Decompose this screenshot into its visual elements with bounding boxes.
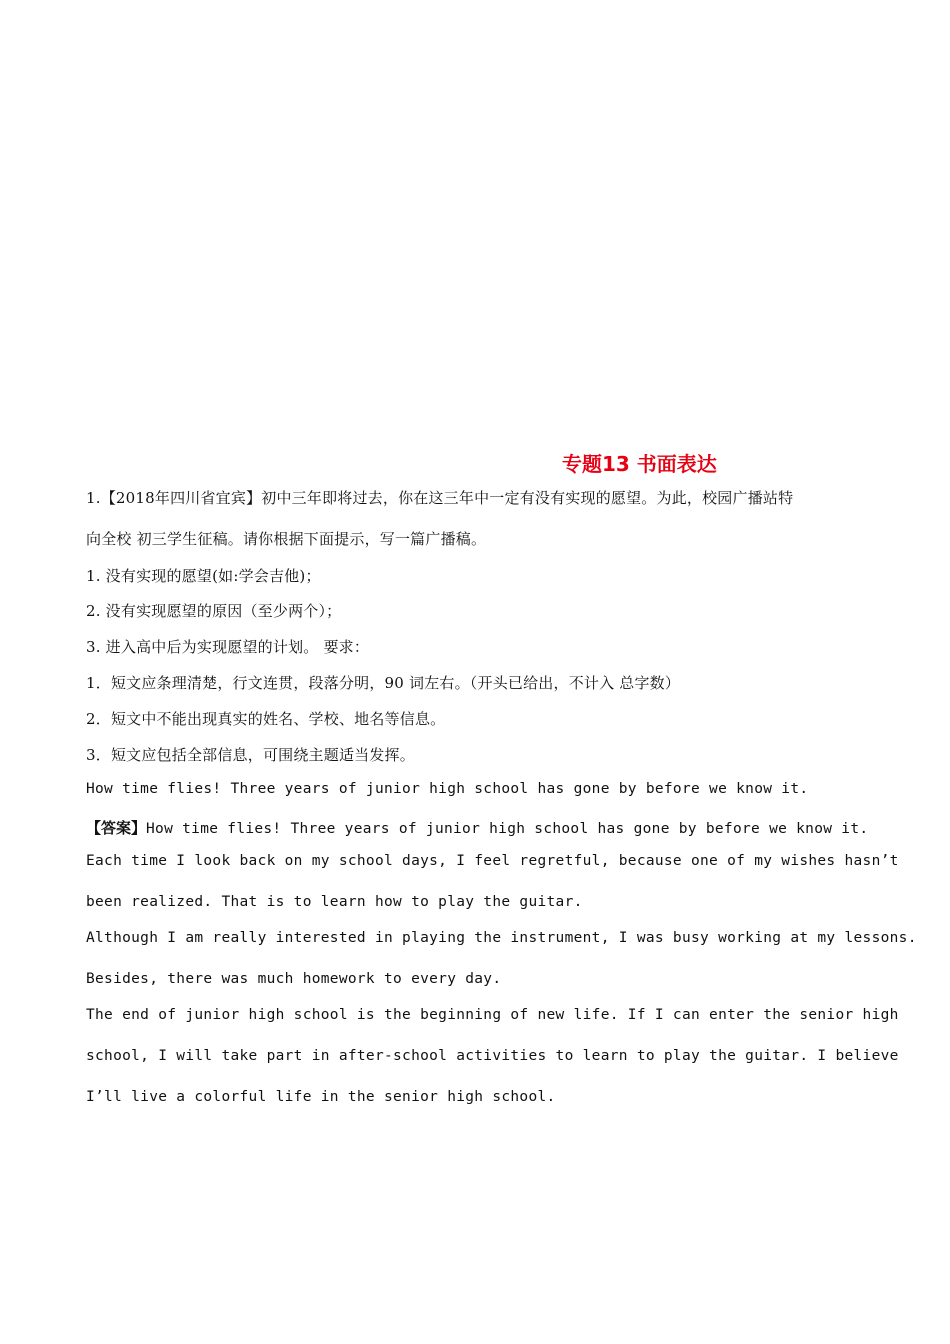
hint-3: 3. 进入高中后为实现愿望的计划。 要求：	[86, 638, 370, 656]
answer-first-line	[86, 817, 868, 838]
answer-label: 【答案】	[86, 819, 147, 837]
page-title: 专题13 书面表达	[562, 452, 717, 476]
answer-line: been realized. That is to learn how to play the guitar.	[86, 894, 583, 910]
answer-line: I’ll live a colorful life in the senior high school.	[86, 1089, 556, 1105]
requirement-1: 1．短文应条理清楚，行文连贯，段落分明，90 词左右。（开头已给出，不计入 总字数）	[86, 674, 681, 692]
question-line-2: 向全校 初三学生征稿。请你根据下面提示，写一篇广播稿。	[86, 530, 487, 548]
answer-line: Although I am really interested in playing the instrument, I was busy working at my lessons.	[86, 930, 917, 946]
answer-line: school, I will take part in after-school activities to learn to play the guitar. I believe	[86, 1048, 899, 1064]
answer-line: Each time I look back on my school days, I feel regretful, because one of my wishes hasn’t	[86, 853, 899, 869]
hint-1: 1. 没有实现的愿望(如:学会吉他)；	[86, 567, 321, 585]
answer-first-text: How time flies! Three years of junior high school has gone by before we know it.	[146, 821, 869, 837]
question-line-1: 1.【2018年四川省宜宾】初中三年即将过去，你在这三年中一定有没有实现的愿望。为此，校园广播站特	[86, 489, 794, 507]
requirement-2: 2．短文中不能出现真实的姓名、学校、地名等信息。	[86, 710, 446, 728]
answer-line: Besides, there was much homework to every day.	[86, 971, 502, 987]
answer-line: The end of junior high school is the beginning of new life. If I can enter the senior high	[86, 1007, 899, 1023]
hint-2: 2. 没有实现愿望的原因（至少两个）；	[86, 602, 342, 620]
requirement-3: 3．短文应包括全部信息，可围绕主题适当发挥。	[86, 746, 415, 764]
essay-opening: How time flies! Three years of junior high school has gone by before we know it.	[86, 781, 809, 797]
